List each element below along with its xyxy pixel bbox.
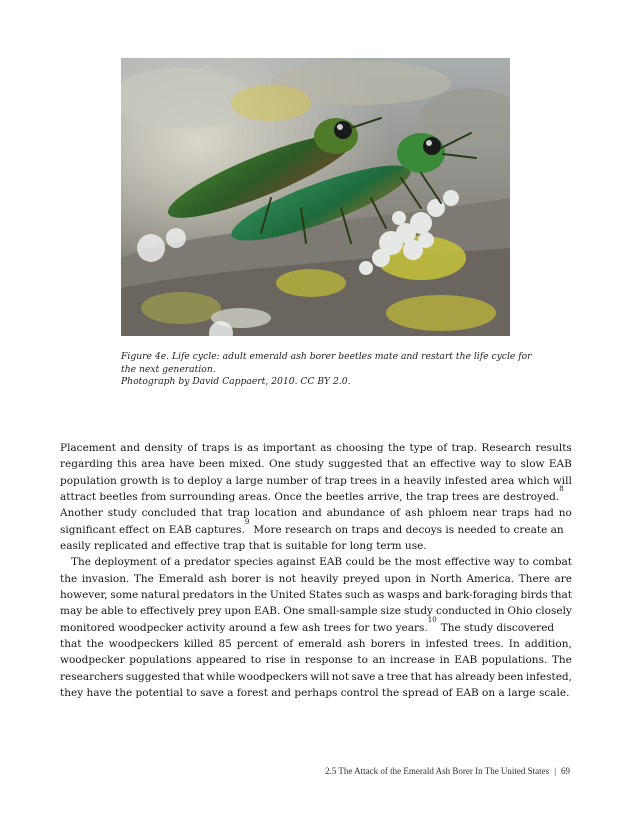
word: America.	[466, 572, 515, 585]
word: and	[422, 589, 443, 602]
word: area	[490, 474, 515, 487]
word: in	[415, 572, 426, 585]
word: The	[551, 654, 572, 667]
word: will	[552, 474, 572, 487]
word: trap	[227, 507, 250, 520]
word: and	[301, 507, 322, 520]
word: are	[554, 572, 572, 585]
word: woodpeckers	[237, 670, 308, 683]
word: of	[187, 442, 198, 454]
word: ash	[347, 638, 366, 651]
word: the	[249, 589, 268, 602]
line-text	[60, 636, 572, 652]
word: One	[283, 605, 305, 618]
word: of	[160, 556, 171, 569]
word: as	[372, 589, 385, 602]
word: had	[534, 507, 554, 520]
word: conducted	[435, 605, 492, 618]
running-title: 2.5 The Attack of the Emerald Ash Borer In The United States	[325, 766, 550, 776]
word: of	[389, 507, 401, 520]
line-text: The study discovered	[440, 621, 555, 634]
word: predators	[182, 589, 235, 602]
word: traps	[201, 442, 230, 454]
word: the	[394, 556, 412, 569]
word: location	[254, 507, 298, 520]
footnote-ref[interactable]: 10	[427, 615, 437, 624]
word: response	[304, 654, 353, 667]
word: trees.	[473, 638, 504, 651]
word: States	[308, 589, 343, 602]
word: tree	[386, 670, 409, 683]
word: to	[250, 654, 262, 667]
word: Ohio	[507, 605, 533, 618]
word: this	[117, 458, 137, 471]
line-text: they have the potential to save a forest and perhaps control the spread of EAB on a large scale.	[60, 687, 570, 700]
line-text	[60, 505, 572, 521]
line-text	[60, 571, 572, 587]
word: upon	[384, 572, 411, 585]
word: way	[493, 556, 515, 569]
word: in	[237, 589, 248, 602]
paragraph-line	[60, 603, 572, 619]
line-text	[71, 554, 572, 570]
caption-line: Figure 4e. Life cycle: adult emerald ash borer beetles mate and restart the life cycle for	[121, 351, 532, 362]
word: size	[380, 605, 402, 618]
word: a	[377, 670, 384, 683]
beetle-photo-illustration	[121, 58, 510, 336]
word: rise	[265, 654, 286, 667]
word: wasps	[386, 589, 420, 602]
word: small-sample	[307, 605, 378, 618]
word: most	[415, 556, 442, 569]
word: deployment	[94, 556, 157, 569]
word: to	[126, 605, 138, 618]
word: appeared	[196, 654, 247, 667]
word: that	[410, 670, 433, 683]
paragraph-line	[60, 456, 572, 472]
word: ash	[208, 572, 227, 585]
word: EAB	[454, 654, 478, 667]
word: may	[60, 605, 83, 618]
page-number: 69	[561, 766, 570, 776]
word: an	[412, 458, 426, 471]
word: that	[60, 638, 82, 651]
word: emerald	[298, 638, 343, 651]
word: is	[233, 442, 243, 454]
word: area	[141, 458, 165, 471]
body-text	[60, 440, 572, 702]
paragraph-line	[60, 571, 572, 587]
word: an	[372, 654, 386, 667]
word: however,	[60, 589, 108, 602]
word: There	[518, 572, 550, 585]
paragraph-line	[60, 636, 572, 652]
word: infested,	[525, 670, 572, 683]
word: the	[60, 572, 78, 585]
word: suggested	[328, 458, 383, 471]
word: been	[497, 670, 524, 683]
paragraph-line	[60, 652, 572, 668]
word: The	[133, 572, 154, 585]
word: traps	[501, 507, 530, 520]
word: upon	[224, 605, 252, 618]
word: that	[387, 458, 409, 471]
footnote-ref[interactable]: 9	[244, 517, 250, 526]
word: In	[508, 638, 520, 651]
paragraph-line	[60, 505, 572, 521]
word: could	[345, 556, 375, 569]
word: prey	[197, 605, 222, 618]
paragraph-line	[60, 685, 572, 701]
footnote-ref[interactable]: 8	[559, 485, 564, 494]
word: killed	[184, 638, 214, 651]
word: that	[550, 589, 572, 602]
word: United	[269, 589, 307, 602]
word: be	[378, 556, 392, 569]
word: bark-foraging	[444, 589, 518, 602]
word: trap.	[451, 442, 478, 454]
word: Research	[481, 442, 532, 454]
word: near	[472, 507, 497, 520]
word: increase	[390, 654, 436, 667]
word: and	[120, 442, 141, 454]
paragraph-line	[60, 517, 572, 538]
word: trap	[324, 474, 347, 487]
word: type	[409, 442, 433, 454]
word: species	[233, 556, 274, 569]
word: heavily	[300, 572, 339, 585]
paragraph-line	[60, 538, 572, 554]
word: as	[320, 442, 332, 454]
paragraph-line	[60, 440, 572, 456]
paragraph-line	[60, 669, 572, 685]
line-text	[60, 652, 572, 668]
word: infested	[425, 638, 469, 651]
word: in	[494, 605, 505, 618]
word: EAB	[548, 458, 572, 471]
word: that	[201, 507, 223, 520]
word: slow	[520, 458, 545, 471]
word: that	[182, 670, 205, 683]
word: some	[110, 589, 139, 602]
word: preyed	[342, 572, 380, 585]
word: a	[174, 556, 181, 569]
word: heavily	[403, 474, 442, 487]
word: of	[282, 638, 294, 651]
word: invasion.	[81, 572, 130, 585]
word: the	[388, 442, 406, 454]
word: not	[331, 670, 350, 683]
word: phloem	[428, 507, 468, 520]
word: way	[480, 458, 502, 471]
word: abundance	[326, 507, 385, 520]
word: important	[262, 442, 316, 454]
word: while	[206, 670, 236, 683]
figure-caption	[121, 351, 532, 389]
figure-photo	[121, 58, 510, 336]
word: percent	[236, 638, 278, 651]
line-text: More research on traps and decoys is needed to create an	[253, 523, 564, 536]
word: addition,	[524, 638, 572, 651]
paragraph-line	[60, 473, 572, 489]
word: save	[351, 670, 376, 683]
word: The	[71, 556, 91, 569]
word: in	[290, 654, 301, 667]
word: infested	[444, 474, 488, 487]
word: population	[60, 474, 117, 487]
word: 85	[218, 638, 232, 651]
word: woodpecker	[60, 654, 125, 667]
word: effectively	[139, 605, 195, 618]
line-text	[60, 440, 572, 456]
word: of	[436, 442, 448, 454]
word: effective	[430, 458, 476, 471]
word: concluded	[141, 507, 197, 520]
word: a	[393, 474, 401, 487]
word: populations	[129, 654, 192, 667]
word: researchers	[60, 670, 124, 683]
word: been	[198, 458, 225, 471]
word: Another	[60, 507, 103, 520]
word: study	[294, 458, 324, 471]
line-text	[60, 473, 572, 489]
word: as	[246, 442, 259, 454]
word: to	[357, 654, 368, 667]
word: to	[518, 556, 530, 569]
word: closely	[535, 605, 572, 618]
line-text	[60, 587, 572, 603]
word: EAB	[319, 556, 343, 569]
line-text	[60, 456, 572, 472]
word: against	[276, 556, 316, 569]
word: predator	[183, 556, 231, 569]
word: ash	[404, 507, 424, 520]
word: a	[225, 474, 233, 487]
word: able	[100, 605, 124, 618]
word: have	[169, 458, 195, 471]
word: will	[310, 670, 330, 683]
word: EAB.	[254, 605, 281, 618]
caption-credit: Photograph by David Cappaert, 2010. CC BY 2.0.	[121, 376, 351, 388]
word: which	[517, 474, 550, 487]
footer-separator: |	[554, 766, 556, 776]
line-text: easily replicated and effective trap that is suitable for long term use.	[60, 540, 427, 553]
word: number	[266, 474, 308, 487]
word: already	[455, 670, 496, 683]
word: of	[311, 474, 322, 487]
word: the	[86, 638, 104, 651]
line-text	[60, 669, 572, 685]
word: borers	[370, 638, 406, 651]
word: study	[107, 507, 137, 520]
word: is	[161, 474, 171, 487]
word: has	[434, 670, 453, 683]
paragraph-line	[60, 554, 572, 570]
word: results	[535, 442, 572, 454]
paragraph-line	[60, 587, 572, 603]
word: in	[439, 654, 450, 667]
word: choosing	[336, 442, 384, 454]
word: Emerald	[158, 572, 204, 585]
line-text	[60, 603, 572, 619]
word: growth	[120, 474, 159, 487]
word: regarding	[60, 458, 113, 471]
line-text: attract beetles from surrounding areas. Once the beetles arrive, the trap trees are destroyed.	[60, 491, 560, 504]
paragraph-line	[60, 485, 572, 505]
word: such	[345, 589, 370, 602]
word: large	[235, 474, 264, 487]
line-text: monitored woodpecker activity around a few ash trees for two years.	[60, 621, 428, 634]
word: no	[558, 507, 572, 520]
word: One	[268, 458, 291, 471]
word: birds	[520, 589, 548, 602]
word: to	[173, 474, 185, 487]
word: deploy	[187, 474, 223, 487]
word: natural	[141, 589, 180, 602]
word: effective	[444, 556, 491, 569]
page-footer	[325, 766, 570, 776]
word: woodpeckers	[108, 638, 179, 651]
word: trees	[350, 474, 378, 487]
word: combat	[532, 556, 572, 569]
line-text: significant effect on EAB captures.	[60, 523, 245, 536]
word: to	[505, 458, 517, 471]
word: not	[278, 572, 296, 585]
word: suggested	[125, 670, 181, 683]
paragraph-line	[60, 615, 572, 636]
word: North	[430, 572, 462, 585]
word: in	[410, 638, 421, 651]
word: Placement	[60, 442, 116, 454]
word: in	[380, 474, 391, 487]
word: borer	[231, 572, 261, 585]
word: density	[144, 442, 183, 454]
word: mixed.	[229, 458, 265, 471]
caption-line: the next generation.	[121, 363, 216, 375]
word: is	[265, 572, 274, 585]
word: study	[403, 605, 433, 618]
word: populations.	[481, 654, 548, 667]
word: be	[85, 605, 99, 618]
